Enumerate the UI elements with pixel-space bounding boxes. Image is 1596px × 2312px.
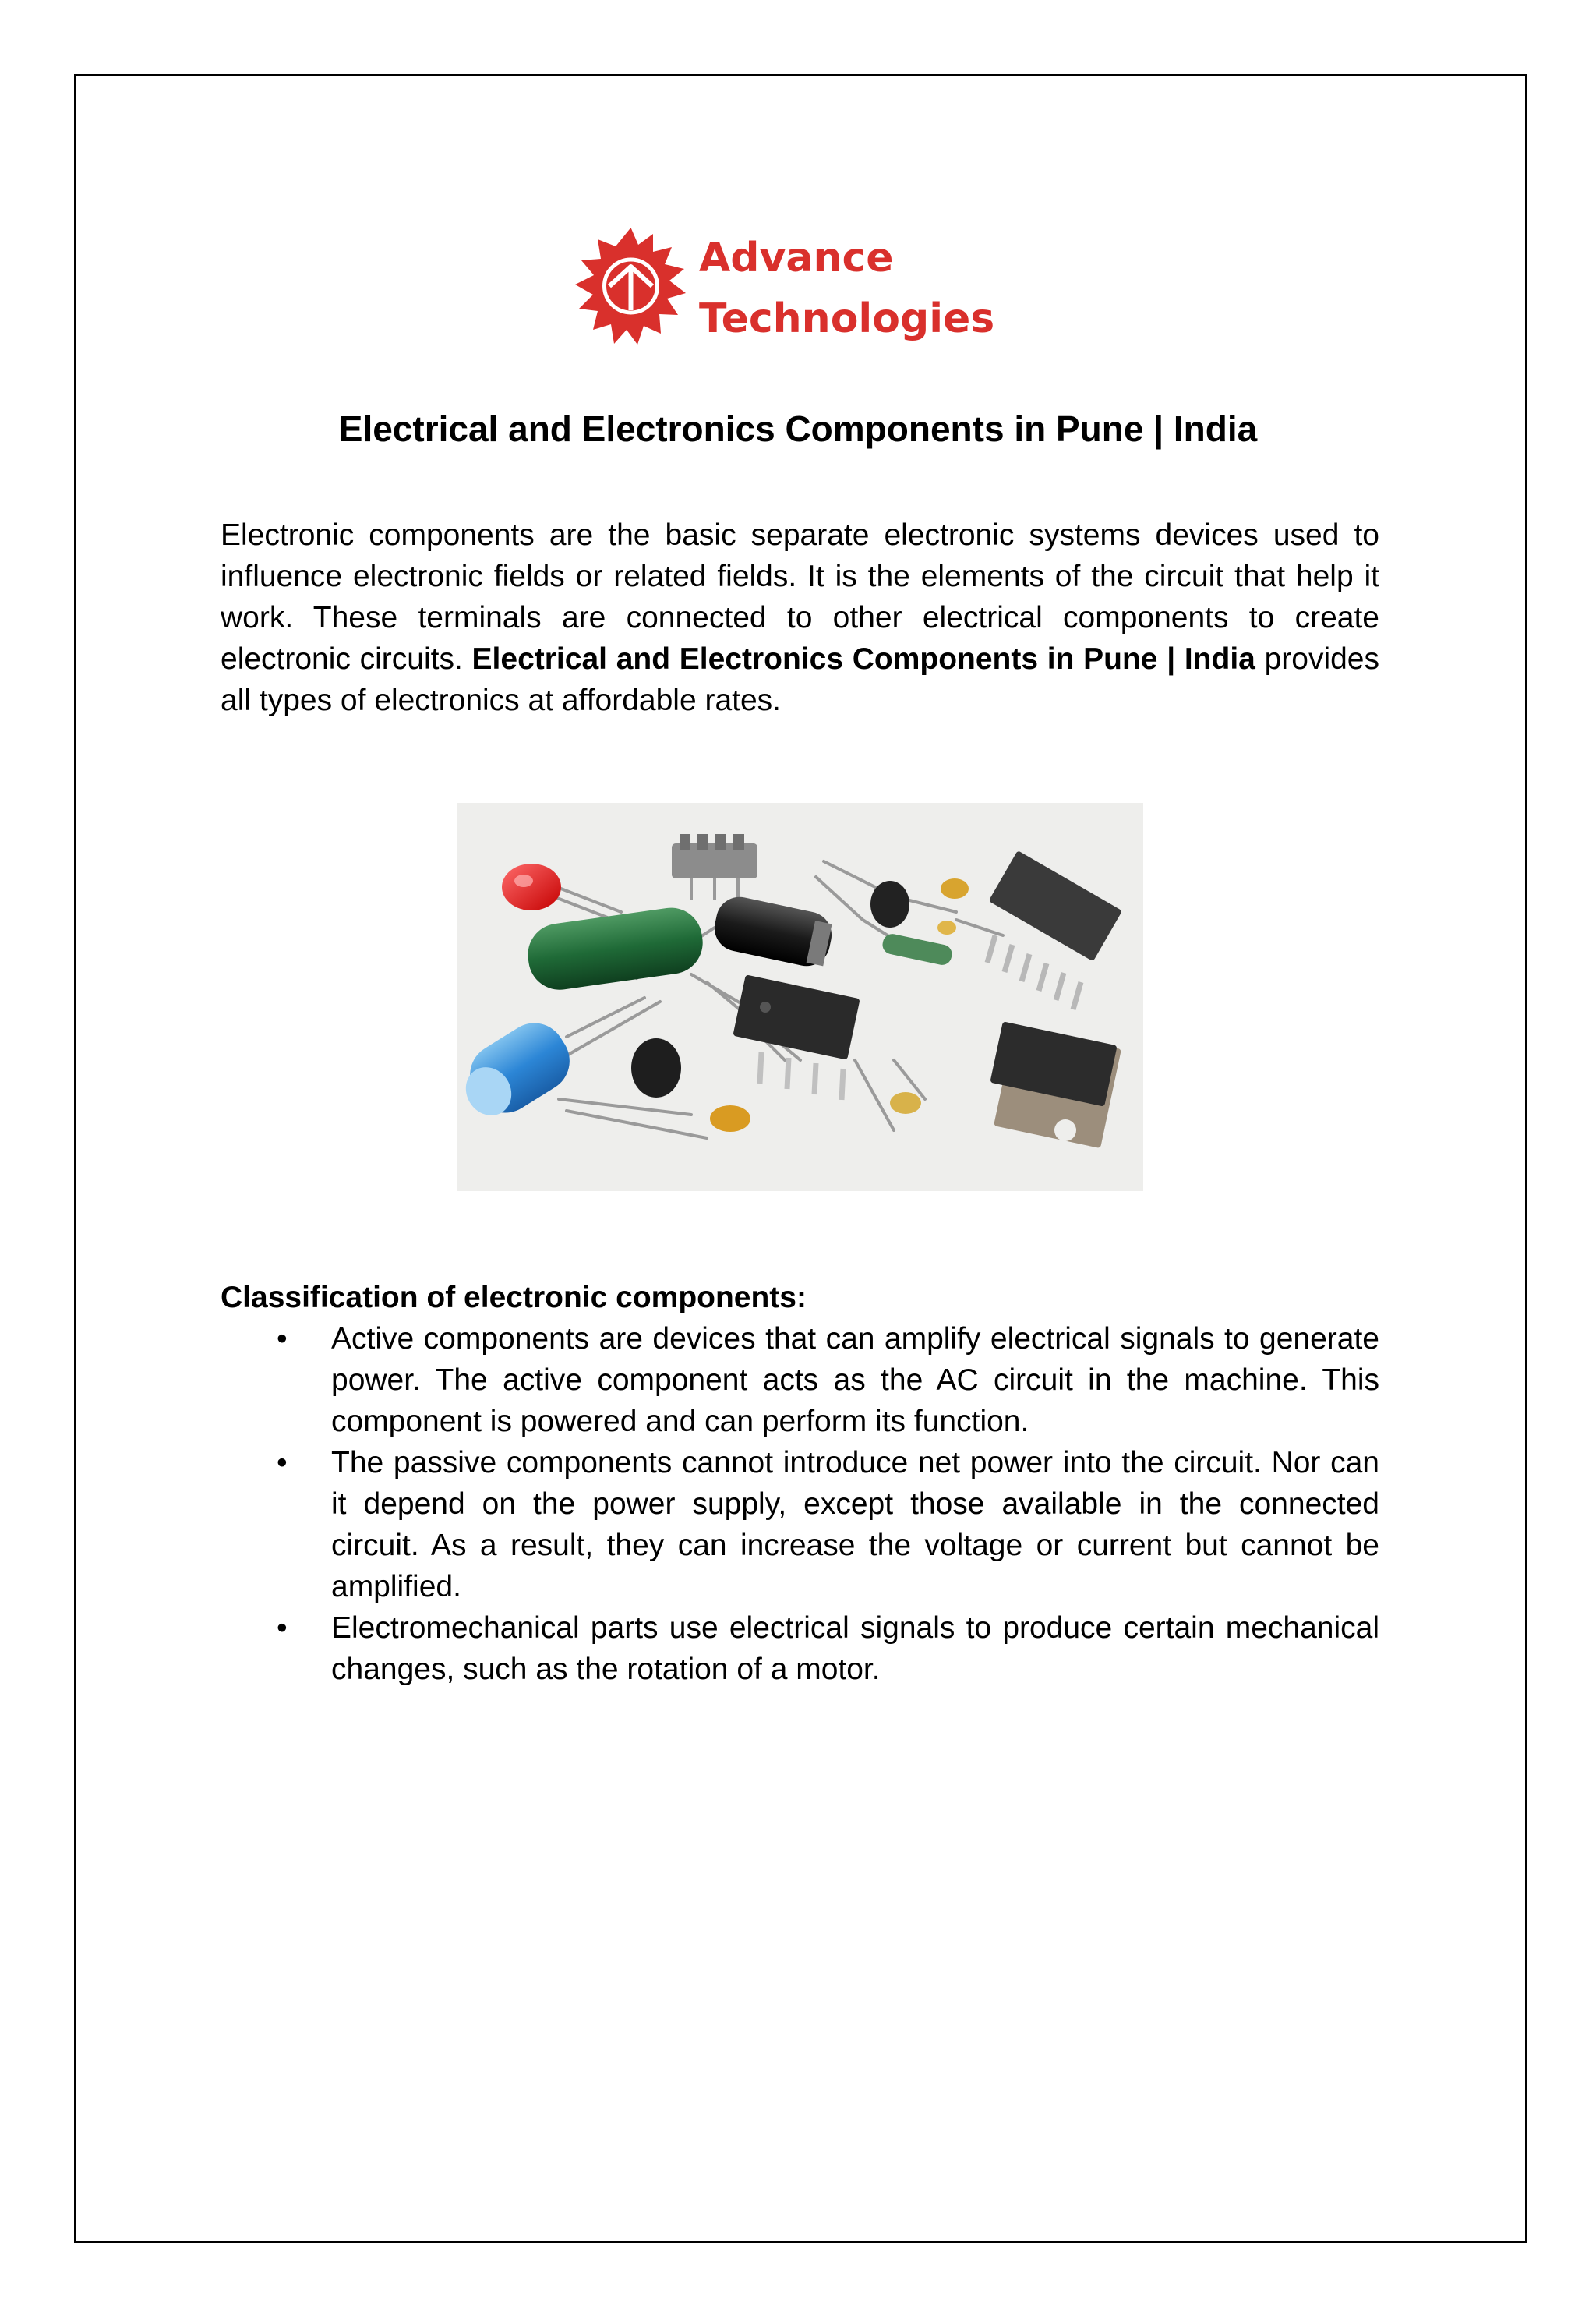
bullet-icon: • (277, 1446, 288, 1479)
voltage-regulator (990, 1021, 1121, 1148)
green-capacitor (524, 903, 707, 993)
classification-list (221, 1318, 1379, 1690)
dip-chip-large (987, 850, 1122, 1009)
bullet-icon: • (277, 1322, 288, 1356)
red-led (502, 864, 561, 910)
intro-text-end: provides all types of electronics at affordable rates. (221, 642, 1379, 717)
blue-capacitor (457, 1011, 581, 1124)
list-item (221, 1318, 1379, 1442)
components-illustration (457, 803, 1143, 1191)
company-logo (570, 226, 1007, 347)
intro-text: Electronic components are the basic separate electronic systems devices used to influence electronic fields or related fields. It is the elements of the circuit that help it work. These terminals are connected to other electrical components to create electronic circuits. (221, 518, 1379, 676)
black-capacitor (710, 893, 835, 970)
star-logo-icon (570, 226, 691, 347)
list-item-text: Electromechanical parts use electrical signals to produce certain mechanical changes, such as the rotation of a motor. (331, 1611, 1379, 1686)
resistor-network (672, 834, 757, 900)
dip-chip-center (733, 974, 860, 1100)
list-item-text: Active components are devices that can amplify electrical signals to generate power. The active component acts as the AC circuit in the machine. This component is powered and can perform its function. (331, 1322, 1379, 1438)
intro-paragraph (221, 514, 1379, 721)
intro-bold-text: Electrical and Electronics Components in Pune | India (471, 642, 1255, 676)
logo-line-1: Advance (699, 235, 894, 281)
small-transistor (870, 881, 909, 928)
black-transistor (631, 1038, 681, 1098)
classification-heading: Classification of electronic components: (221, 1281, 807, 1314)
page-title: Electrical and Electronics Components in Pune | India (338, 408, 1258, 449)
bullet-icon: • (277, 1611, 288, 1645)
logo-line-2: Technologies (699, 295, 995, 342)
logo-wordmark (699, 228, 994, 349)
list-item-text: The passive components cannot introduce net power into the circuit. Nor can it depend on the power supply, except those available in the connected circuit. As a result, they can increase the voltage or current but cannot be amplified. (331, 1446, 1379, 1603)
list-item (221, 1442, 1379, 1607)
green-resistor (881, 932, 953, 967)
components-photo (457, 803, 1143, 1191)
list-item (221, 1607, 1379, 1690)
